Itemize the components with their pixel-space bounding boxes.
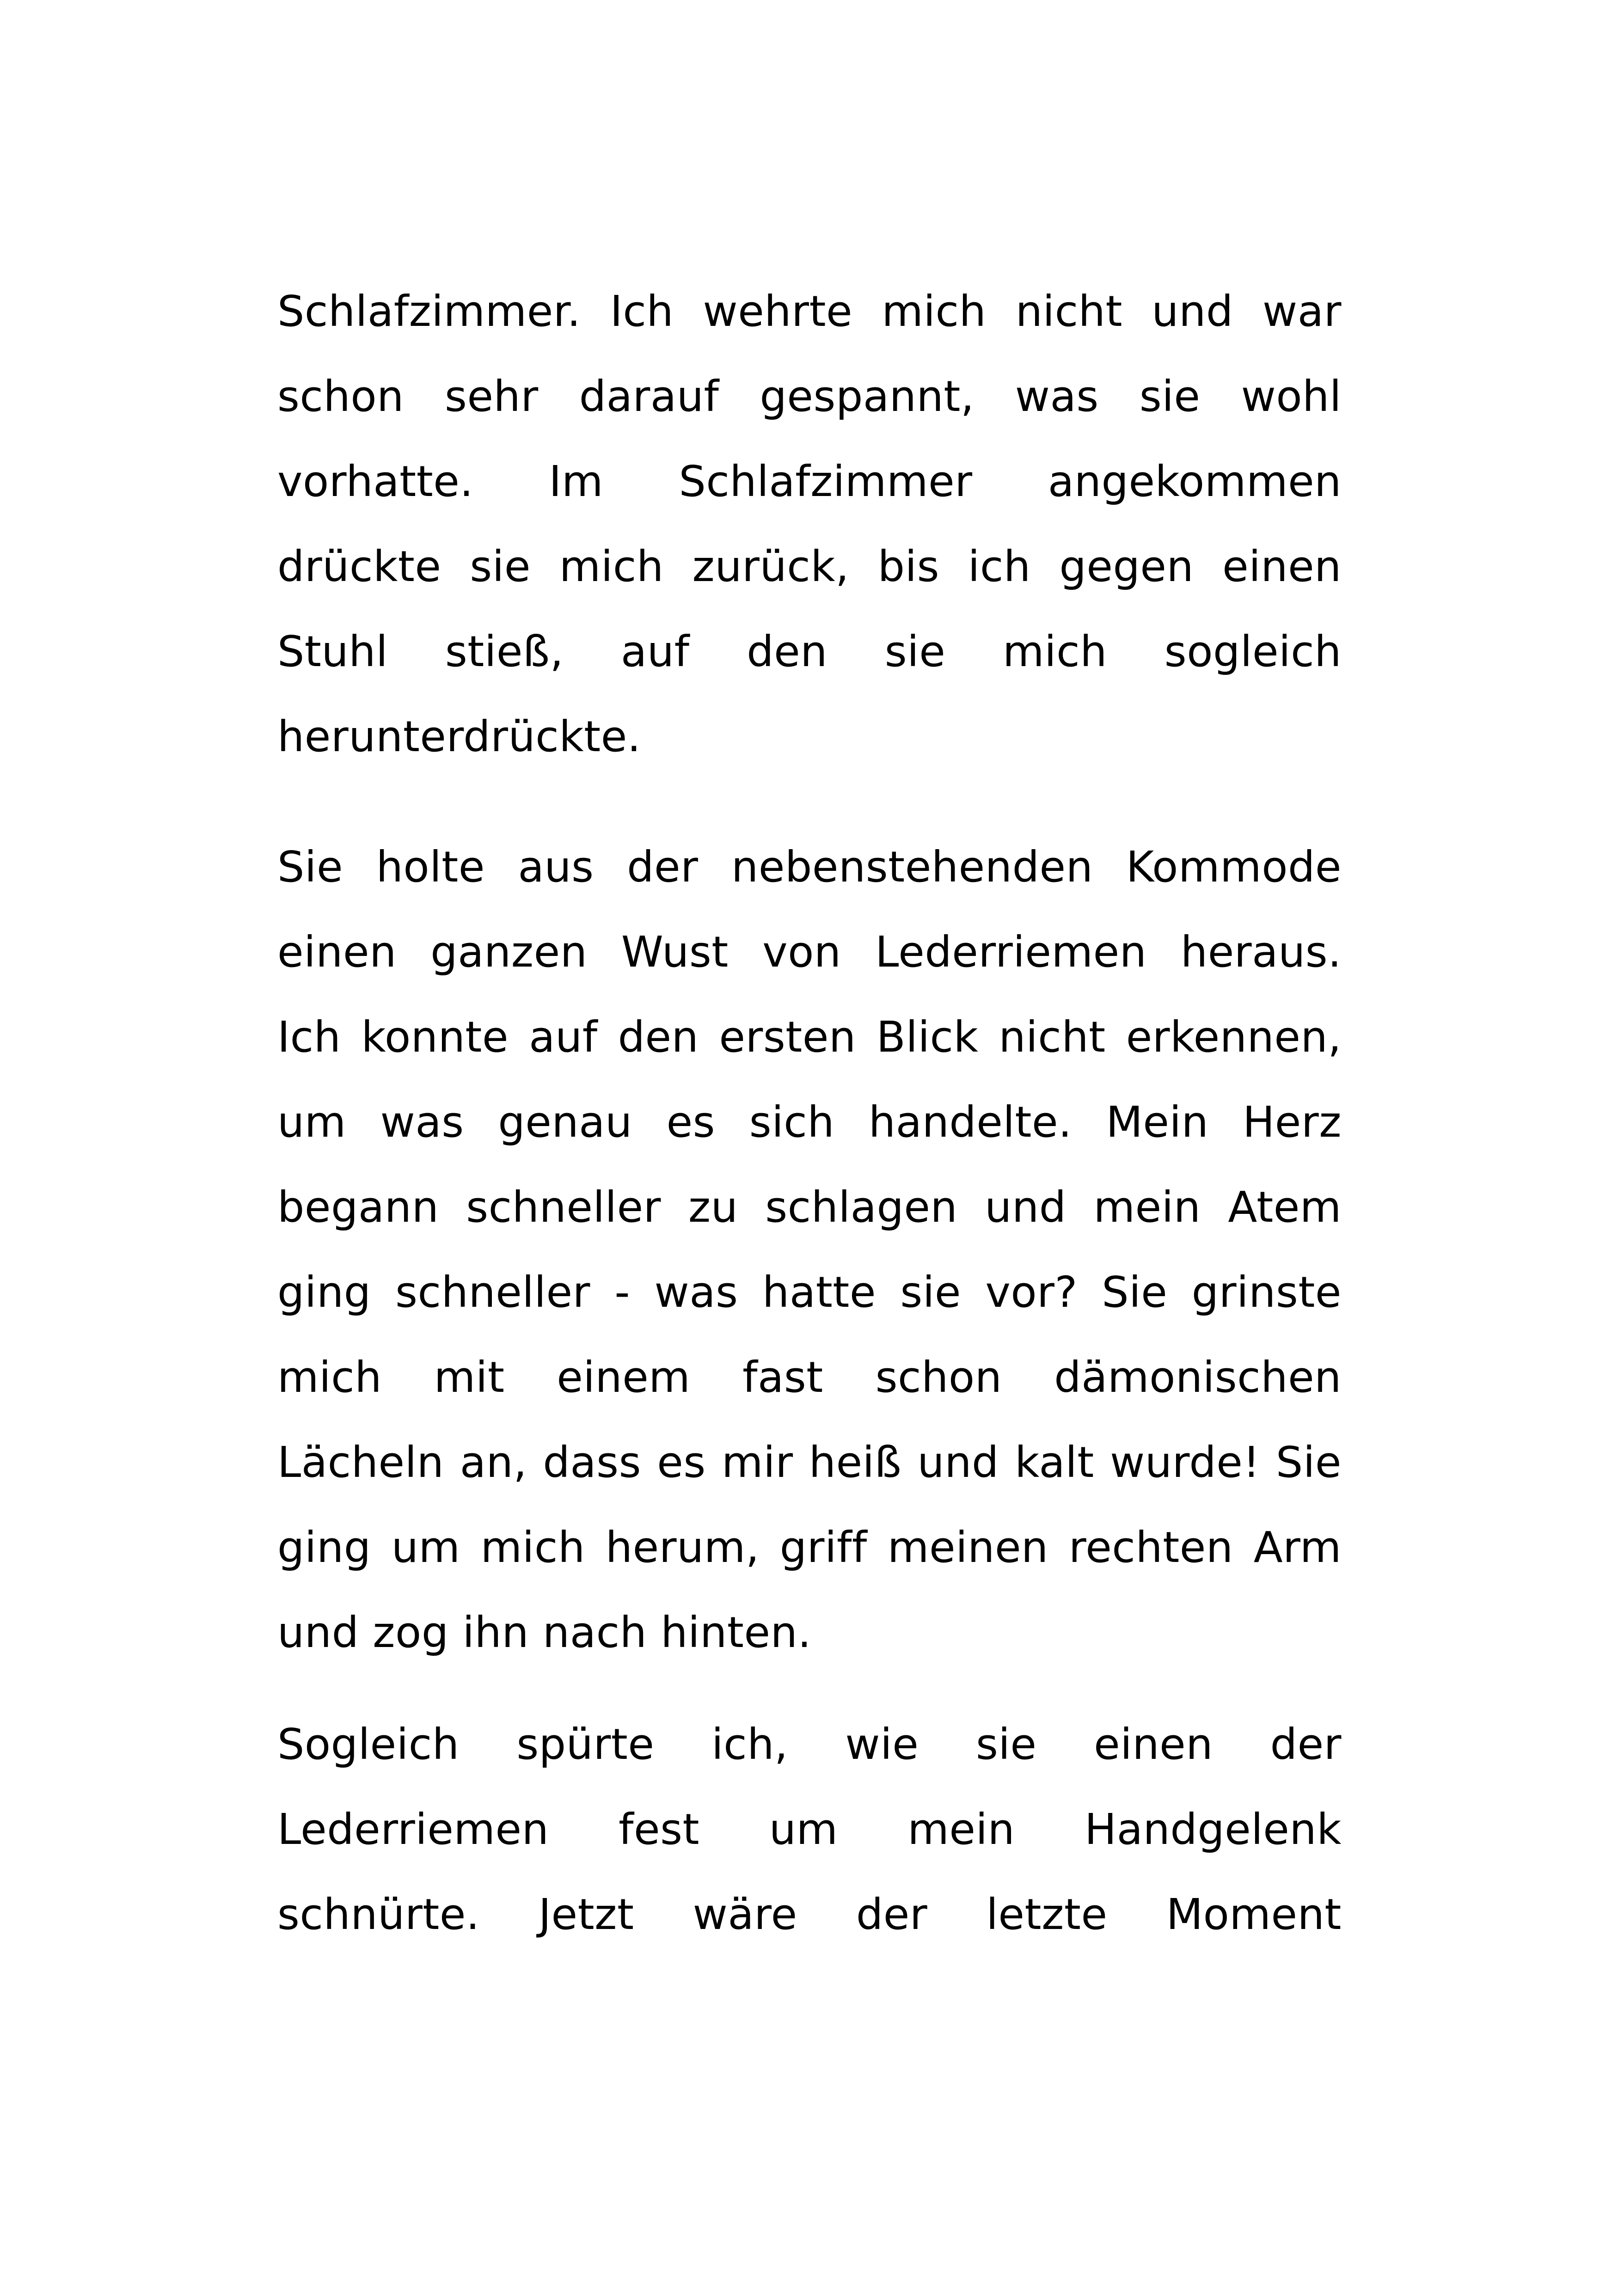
text-line: Schlafzimmer. Ich wehrte mich nicht und war [277, 287, 1342, 336]
text-line: drückte sie mich zurück, bis ich gegen einen [277, 542, 1342, 591]
paragraph-3 [277, 1702, 1342, 1957]
text-line: schon sehr darauf gespannt, was sie wohl [277, 372, 1342, 421]
text-line: herunterdrückte. [277, 712, 641, 761]
text-line: Sie holte aus der nebenstehenden Kommode [277, 842, 1342, 892]
text-line: mich mit einem fast schon dämonischen [277, 1353, 1342, 1402]
text-line: Lächeln an, dass es mir heiß und kalt wurde! Sie [277, 1438, 1342, 1487]
text-line: Ich konnte auf den ersten Blick nicht erkennen, [277, 1012, 1342, 1062]
text-line: und zog ihn nach hinten. [277, 1608, 812, 1657]
text-line: einen ganzen Wust von Lederriemen heraus. [277, 927, 1342, 977]
text-line: ging schneller - was hatte sie vor? Sie grinste [277, 1267, 1342, 1317]
text-line: um was genau es sich handelte. Mein Herz [277, 1097, 1342, 1147]
text-line: ging um mich herum, griff meinen rechten Arm [277, 1523, 1342, 1572]
text-line: vorhatte. Im Schlafzimmer angekommen [277, 457, 1342, 506]
text-line: Lederriemen fest um mein Handgelenk [277, 1805, 1342, 1854]
text-line: begann schneller zu schlagen und mein Atem [277, 1182, 1342, 1232]
text-line: Sogleich spürte ich, wie sie einen der [277, 1720, 1342, 1769]
text-line: schnürte. Jetzt wäre der letzte Moment [277, 1890, 1342, 1939]
paragraph-2 [277, 825, 1342, 1675]
text-line: Stuhl stieß, auf den sie mich sogleich [277, 627, 1342, 676]
paragraph-1 [277, 269, 1342, 779]
